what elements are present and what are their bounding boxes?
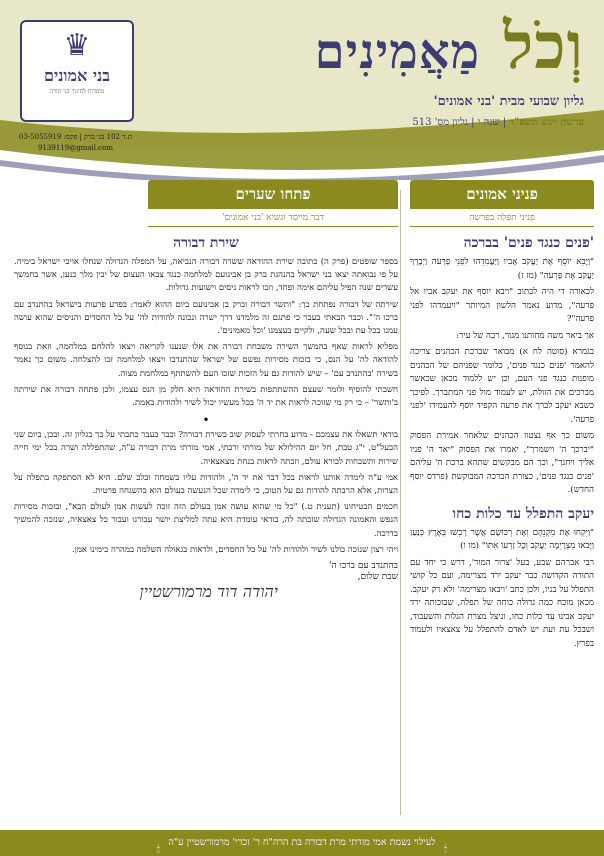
issue-line: פרשת ויגש תשפ"ד | שנה י | גליון מס' 513	[412, 117, 584, 128]
section2-title: יעקב התפלל עד כלות כחו	[452, 505, 594, 522]
contact-info	[8, 132, 143, 154]
right-column	[410, 180, 594, 654]
masthead	[184, 8, 584, 128]
article-paragraph: חשבתי להוסיף ולומר שעצם ההשתתפות בשירת ההודאה היא חלק מן הנס עצמו, ולכן פתחה דבורה את שירתה ב'ותשר' – כי רק מי שזוכה לראות את יד ה' בכל מעשיו יכול לשיר ולהודות באמת.	[14, 384, 398, 409]
left-column-header: פתחו שערים	[148, 180, 398, 209]
article-paragraph: אמי ע"ה לימדה אותנו לראות בכל דבר את יד ה', ולהודות עליו בשמחה ובלב שלם. היא לא הסתפקה בתפלה על הצרות, אלא הרבתה להודות גם על הטוב, כי לימדה שכל הנעשה בעולם הוא בהשגחה פרטית.	[14, 472, 398, 497]
section1-intro: אך ביאר משה מחותנו מגור, רבה של עיר:	[456, 330, 594, 341]
masthead-title	[184, 8, 584, 91]
crown-icon: ♛	[63, 28, 91, 63]
section1-verse: "וַיָּבֵא יוֹסֵף אֶת יַעֲקֹב אָבִיו וַיַּעֲמִדֵהוּ לִפְנֵי פַרְעֹה וַיְבָרֶךְ יַעֲקֹב אֶת פַּרְעֹה" (מז ז)	[410, 257, 594, 281]
article-paragraph: חכמים הבטיחונו (תענית ט.) "כל מי שהוא עושה אמן בעולם הזה זוכה לעשות אמן לעולם הבא", ובזכות מסירות הנפש והאמונה הגדולה שזכתה לה, בודאי עומדת היא עתה למליצת יושר עבורנו ועבור כל צאצאיה, שנזכה להמשיך בדרכה.	[14, 502, 398, 539]
article-paragraph: מפליא לראות שאף בהמשך השירה משבחת דבורה את אלו שנענו לקריאה ויצאו להלחם במלחמה, וזאת בנוסף להודאה לה' על הנס, כי בזכות מסירות נפשם של ישראל שהתנדבו ויצאו למלחמה זכו להצלחה. משום כך נאמר בשירה 'בהתנדב עם' – שיש להודות גם על הזכות שזכו העם להשתתף במלחמת מצוה.	[14, 342, 398, 379]
left-column	[14, 180, 398, 602]
section1-conclusion: משום כך אף נצטוו הכהנים שלאחר אמירת הפסוק "יברכך ה' וישמרך", יאמרו את הפסוק "יאר ה' פניו אליך ויחנך", וכך הם מבקשים שתהא ברכת ה' עליהם 'פנים כנגד פנים', כצורת הברכה המבוקשת (פרדס יוסף החדש).	[410, 431, 594, 495]
header	[0, 0, 604, 180]
contact-email[interactable]: 9139119@gmail.com	[38, 144, 113, 152]
signature: יהודה דוד מרמורשטיין	[139, 582, 278, 602]
sign-off	[14, 560, 398, 602]
article-paragraph: בספר שופטים (פרק ה) כתובה שירת ההודאה ששרה דבורה הנביאה, על המפלה הגדולה שנחלו אויבי ישראל בימיה. על פי נבואתה יצאו בני ישראל בהנהגת ברק בן אבינועם למלחמה כנגד צבאו העצום של יבין מלך כנען, אשר בחמשך עשרים שנה הפיל עליהם אימה ופחד, וזכו לראות ניסים וישועות גדולות.	[14, 257, 398, 294]
year-number: שנה י	[477, 117, 500, 128]
logo-name: בני אמונים	[44, 66, 110, 85]
section1-title: 'פנים כנגד פנים' בברכה	[463, 235, 594, 251]
section2-verse: "וַיִּקְחוּ אֶת מִקְנֵהֶם וְאֶת רְכוּשָׁם אֲשֶׁר רָכְשׁוּ בְּאֶרֶץ כְּנַעַן וַיָּבֹאוּ מִצְרָיְמָה יַעֲקֹב וְכָל זַרְעוֹ אִתּוֹ" (מו ו)	[410, 527, 594, 551]
dedication-text: לעילוי נשמת אמי מורתי מרת דבורה בת הרה"ח ר' זכרי' מרמורשטיין ע"ה	[168, 837, 436, 848]
footer-dedication	[0, 830, 604, 856]
section1-body: בגמרא (סוטה לח א) מבואר שברכת הכהנים צריכה להאמר 'פנים כנגד פנים', כלומר שפניהם של הכהנים מופנות כנגד פני העם, וכן יש ללמוד מכאן שכאשר מברכים את הזולת, יש לעמוד מול פני המתברך. לפיכך כשבא יעקב לברך את פרעה הקפיד יוסף להעמידו 'לפני פרעה'.	[410, 347, 594, 425]
section-separator: •	[202, 413, 210, 428]
sign-shabbat: שבת שלום,	[357, 572, 398, 583]
right-column-subheader: פניני תפלה בפרשה	[410, 209, 594, 227]
article-paragraph: בודאי תשאלו את עצמכם - מדוע בחרתי לעסוק שוב בשירת דבורה? וכבר בעבר כתבתי על כך בגליון זה. ובכן, ביום שני הבעל"ט, י"ג טבת, חל יום ההילולא של מורתי ורבתי, אמי מורתי מרת דבורה ע"ה, שהתפללה ושרה בכל ימי חייה שירות ותשבחות לבורא עולם, וזכתה לראות בנחת מצאצאיה.	[14, 430, 398, 467]
article-paragraph: שירתה של דבורה נפתחת כך: "ותשר דבורה וברק בן אבינועם ביום ההוא לאמר: בפרע פרעות בישראל בהתנדב עם ברכו ה'". וכבר הבאתי בעבר כי פתגם זה מלמדנו דרך ישרה ונכונה להודות לה' על כל החסדים והניסים שהוא עושה עמנו בכל עת ובכל שעה, ולקיים בעצמנו 'וכל מאמינים'.	[14, 299, 398, 337]
masthead-second-word: מַאֲמִינִים	[314, 24, 481, 80]
left-column-subheader: דבר מייסד ונשיא 'בני אמונים'	[148, 209, 398, 227]
issue-number: גליון מס' 513	[412, 117, 468, 128]
column-divider	[400, 190, 401, 815]
candle-icon: 🕯	[444, 843, 447, 855]
logo	[20, 20, 134, 122]
parsha-name: פרשת ויגש תשפ"ד	[509, 117, 584, 128]
masthead-first-word: וְכֹל	[503, 9, 584, 84]
section1-question: לכאורה די היה לכתוב "ויבא יוסף את יעקב אביו אל פרעה", מדוע נאמר הלשון המיותר "ויעמדהו לפני פרעה"?	[410, 287, 594, 324]
contact-address: ת.ד 102 בני ברק | פקס: 03-5055919	[18, 133, 133, 141]
logo-tagline: מוסדות לחינוך בני תורה	[49, 88, 105, 95]
right-column-header: פניני אמונים	[410, 180, 594, 209]
candle-icon: 🕯	[157, 843, 160, 855]
sign-blessing: בהתנדב עם ברכו ה'	[329, 561, 398, 572]
article-title: שירת דבורה	[173, 235, 239, 251]
masthead-subtitle: גליון שבועי מבית 'בני אמונים'	[433, 94, 584, 109]
section2-body: רבי אברהם שבע, בעל 'צרור המור', דרש כי יחד עם התורה הקדושה כבר יעקב ירד מצרימה, ועם כל קושי התפלל על בניו, ולכן כתב 'ויבאו מצרימה' ולא רק יעקב. מכאן מוכח כמה גדולה כוחה של תפלה, שבזכותה ירד יעקב אבינו עד כלות כחו, וניצל מצרת הגלות והשעבוד, ושבכל עת ועת יש לאדם להתפלל על צאצאיו ולעמוד בפרץ.	[410, 557, 594, 649]
article-paragraph: ויהי רצון שנזכה כולנו לשיר ולהודות לה' על כל החסדים, ולראות בגאולה השלמה במהרה בימינו אמן.	[72, 544, 398, 555]
